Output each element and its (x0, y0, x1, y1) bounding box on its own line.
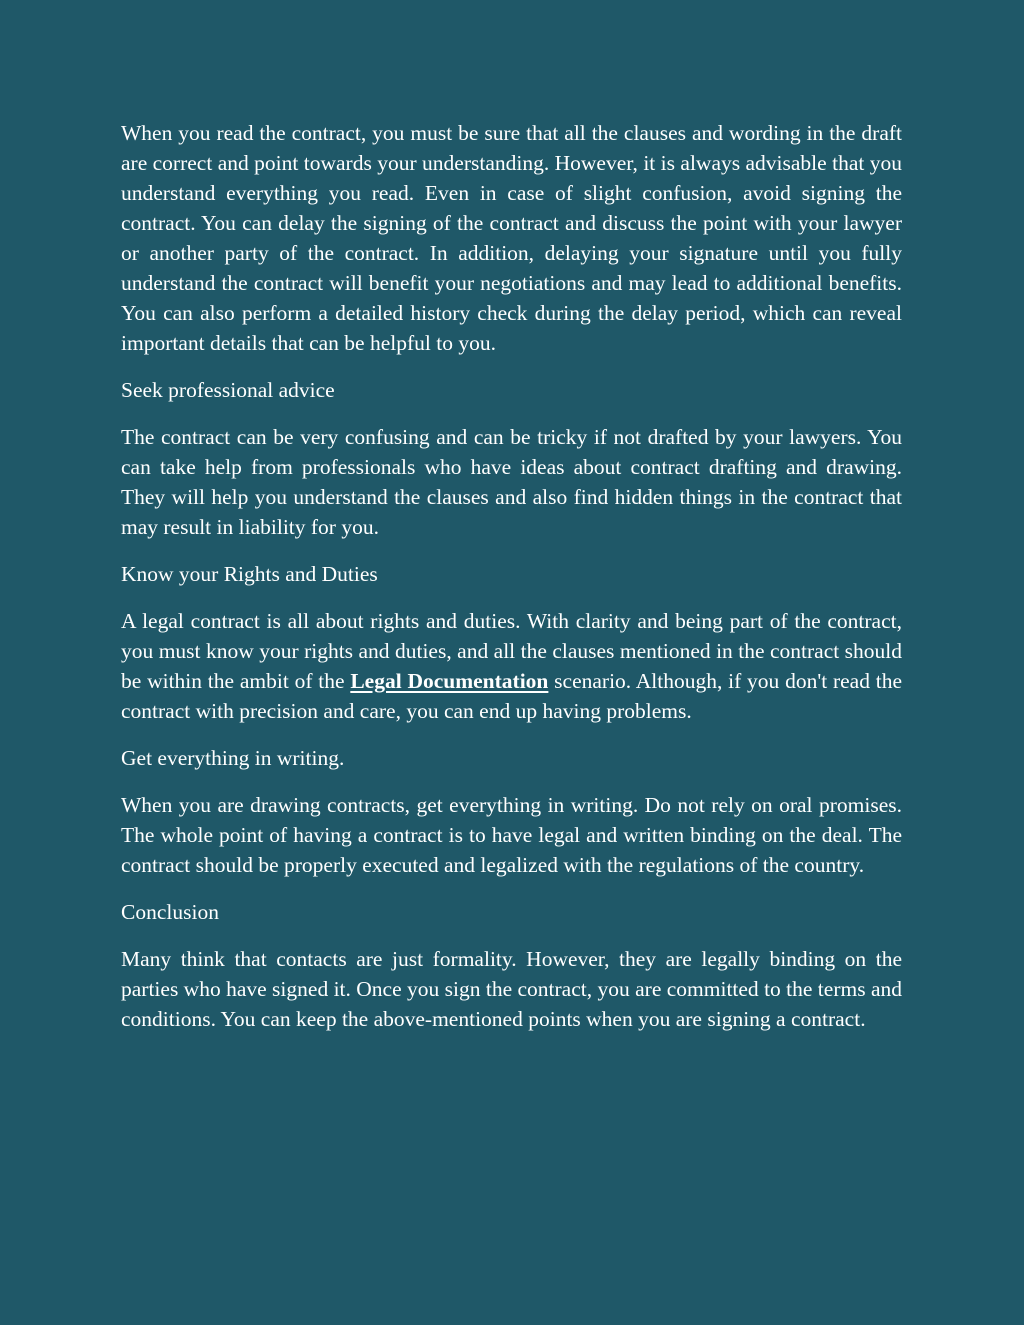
intro-paragraph: When you read the contract, you must be sure that all the clauses and wording in the draft are correct and point towards your understanding. However, it is always advisable that you understand everything you read. Even in case of slight confusion, avoid signing the contract. You can delay the signing of the contract and discuss the point with your lawyer or another party of the contract. In addition, delaying your signature until you fully understand the contract will benefit your negotiations and may lead to additional benefits. You can also perform a detailed history check during the delay period, which can reveal important details that can be helpful to you. (121, 121, 902, 355)
rights-body-text-after-link: scenario. Although, if you don't read the contract with precision and care, you can end up having problems. (121, 669, 902, 723)
rights-body-text-before-link: A legal contract is all about rights and duties. With clarity and being part of the contract, you must know your rights and duties, and all the clauses mentioned in the contract should be within the ambit of the (121, 609, 902, 693)
section-heading-professional-advice: Seek professional advice (121, 378, 335, 402)
section-heading-writing: Get everything in writing. (121, 746, 345, 770)
section-body-rights-duties (121, 606, 902, 726)
section-heading-conclusion: Conclusion (121, 900, 219, 924)
section-body-conclusion: Many think that contacts are just formality. However, they are legally binding on the parties who have signed it. Once you sign the contract, you are committed to the terms and conditions. You can keep the above-mentioned points when you are signing a contract. (121, 947, 902, 1031)
section-heading-rights-duties: Know your Rights and Duties (121, 562, 378, 586)
section-body-professional-advice: The contract can be very confusing and can be tricky if not drafted by your lawyers. You can take help from professionals who have ideas about contract drafting and drawing. They will help you understand the clauses and also find hidden things in the contract that may result in liability for you. (121, 425, 902, 539)
section-body-writing: When you are drawing contracts, get everything in writing. Do not rely on oral promises. The whole point of having a contract is to have legal and written binding on the deal. The contract should be properly executed and legalized with the regulations of the country. (121, 793, 902, 877)
legal-documentation-link[interactable]: Legal Documentation (350, 669, 549, 693)
